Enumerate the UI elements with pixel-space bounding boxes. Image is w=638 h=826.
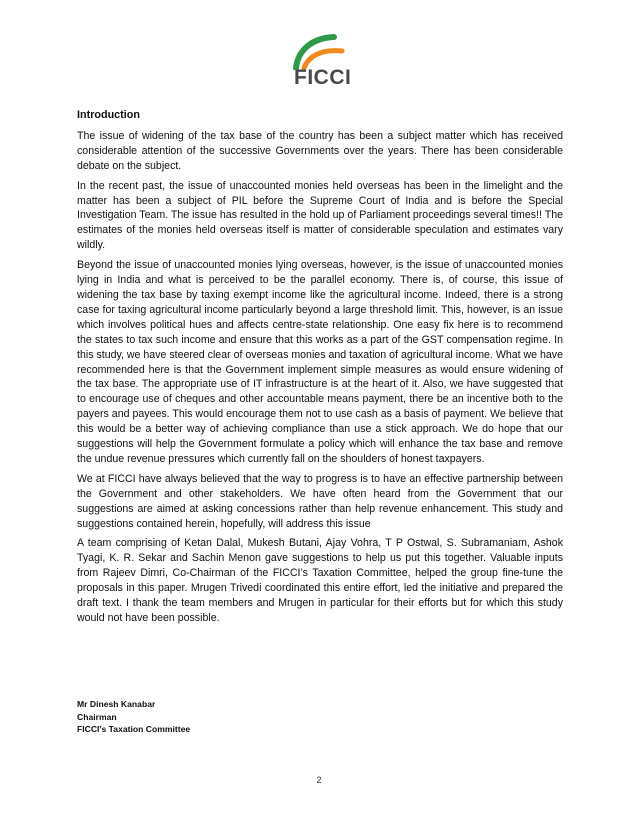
ficci-logo: [282, 30, 372, 88]
signature-block: [77, 698, 190, 736]
paragraph: A team comprising of Ketan Dalal, Mukesh Butani, Ajay Vohra, T P Ostwal, S. Subramaniam, Ashok Tyagi, K. R. Sekar and Sachin Menon gave suggestions to help us put this together. Valuable inputs from Rajeev Dimri, Co-Chairman of the FICCI’s Taxation Committee, helped the group fine-tune the proposals in this paper. Mrugen Trivedi coordinated this entire effort, led the initiative and prepared the draft text. I thank the team members and Mrugen in particular for their efforts but for which this study would not have been possible.: [77, 537, 563, 624]
signatory-committee: FICCI’s Taxation Committee: [77, 724, 191, 734]
section-heading: Introduction: [77, 109, 140, 121]
paragraph: We at FICCI have always believed that the way to progress is to have an effective partnership between the Government and other stakeholders. We have often heard from the Government that our suggestions are aimed at asking concessions rather than help revenue enhancement. This study and suggestions contained herein, hopefully, will address this issue: [77, 472, 563, 530]
document-body: [77, 108, 563, 631]
logo-text: FICCI: [294, 66, 352, 89]
signatory-title: Chairman: [77, 711, 117, 722]
page-number: 2: [316, 775, 322, 785]
ficci-logo-arcs-icon: [282, 30, 372, 70]
paragraph: The issue of widening of the tax base of the country has been a subject matter which has received considerable attention of the successive Governments over the years. There has been considerable debate on the subject.: [77, 129, 563, 172]
signatory-name: Mr Dinesh Kanabar: [77, 699, 156, 709]
paragraph: Beyond the issue of unaccounted monies lying overseas, however, is the issue of unaccounted monies lying in India and what is perceived to be the parallel economy. There is, of course, this issue of widening the tax base by taxing exempt income like the agricultural income. Indeed, there is a strong case for taxing agricultural income particularly beyond a large threshold limit. This, however, is an issue which involves political hues and affects centre-state relationship. One easy fix here is to recommend the states to tax such income and ensure that this works as a part of the GST compensation regime. In this study, we have steered clear of overseas monies and taxation of agricultural income. What we have recommended here is that the Government implement simple measures as would ensure widening of the tax base. The appropriate use of IT infrastructure is at the heart of it. Also, we have suggested that to encourage use of cheques and other accountable means payment, there be an incentive both to the payers and payees. This would encourage them not to use cash as a basis of payment. We believe that this would be a better way of achieving compliance than use a stick approach. We do hope that our suggestions will help the Government formulate a policy which will enhance the tax base and remove the undue revenue pressures which currently fall on the shoulders of honest taxpayers.: [77, 259, 563, 465]
paragraph: In the recent past, the issue of unaccounted monies held overseas has been in the limelight and the matter has been a subject of PIL before the Supreme Court of India and is before the Special Investigation Team. The issue has resulted in the hold up of Parliament proceedings several times!! The estimates of the monies held overseas itself is matter of considerable speculation and estimates vary wildly.: [77, 179, 563, 252]
